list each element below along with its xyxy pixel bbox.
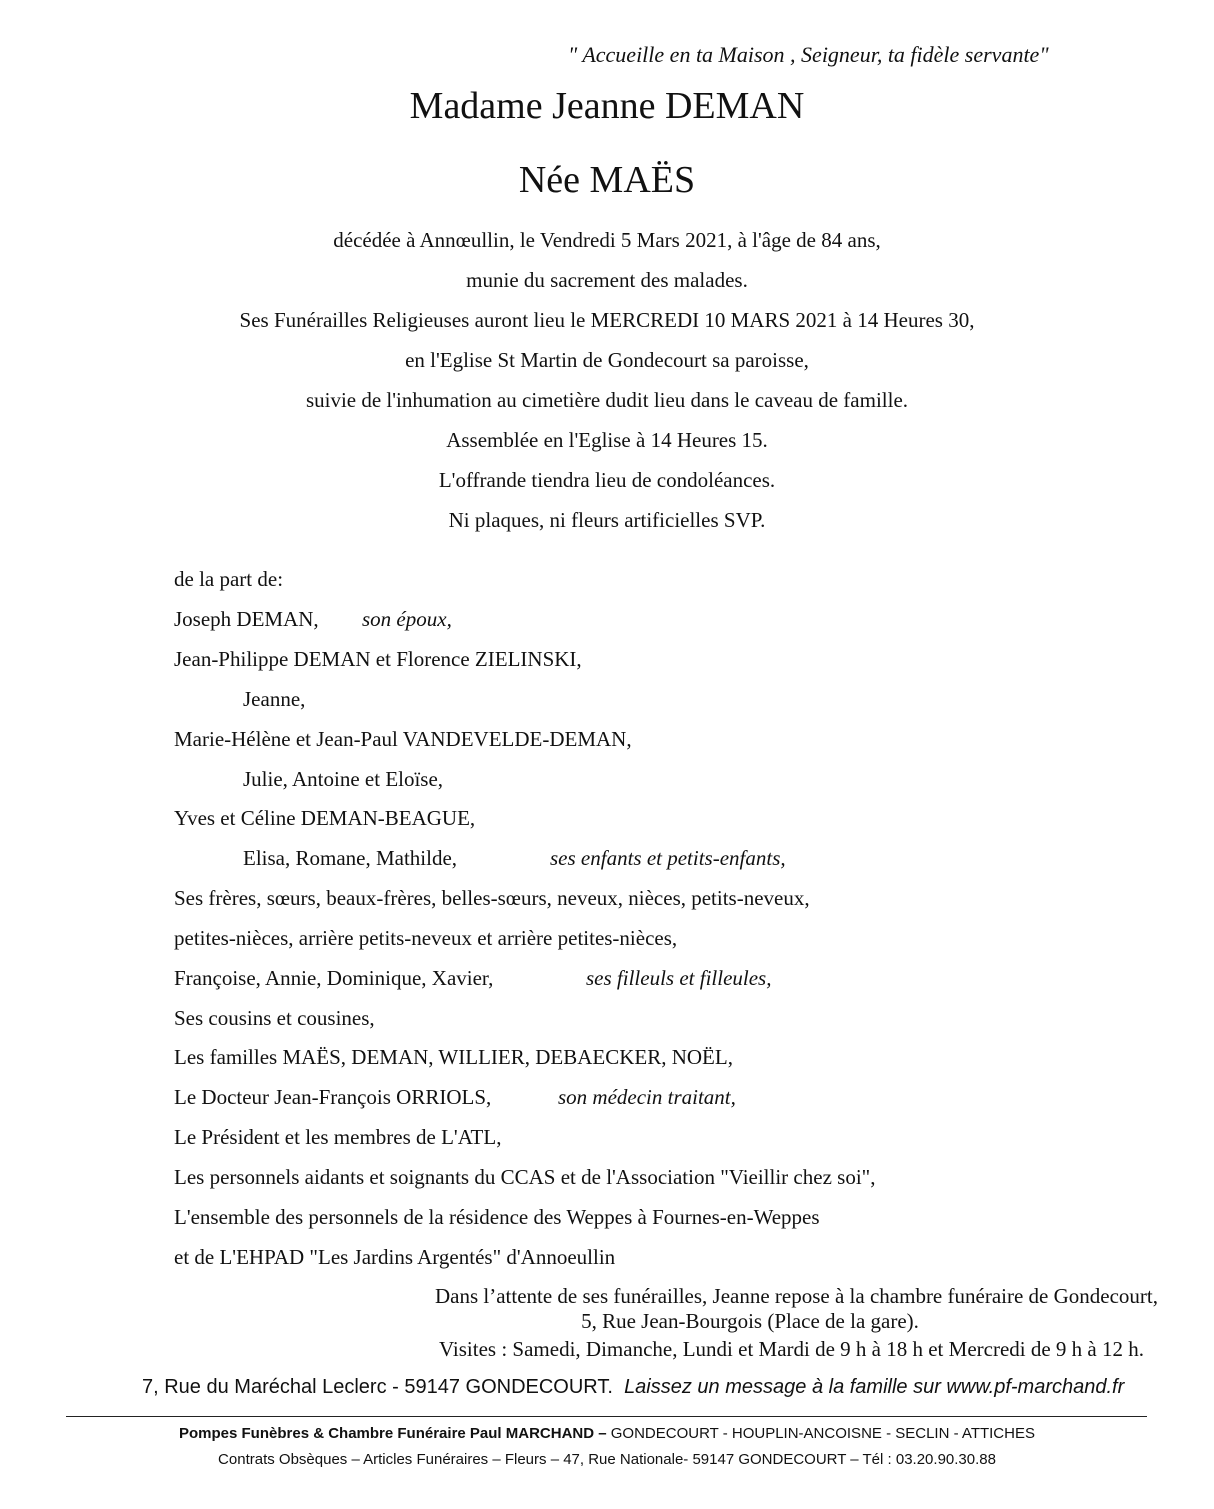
family-line: Jeanne, [243, 687, 306, 711]
deceased-name: Madame Jeanne DEMAN [409, 85, 805, 127]
detail-line: en l'Eglise St Martin de Gondecourt sa paroisse, [405, 348, 809, 372]
repose-address: 5, Rue Jean-Bourgois (Place de la gare). [581, 1309, 919, 1333]
detail-line: Ses Funérailles Religieuses auront lieu le MERCREDI 10 MARS 2021 à 14 Heures 30, [239, 308, 975, 332]
funeral-home-address: 7, Rue du Maréchal Leclerc - 59147 GONDECOURT. [142, 1376, 613, 1398]
family-line: Jean-Philippe DEMAN et Florence ZIELINSKI, [174, 647, 582, 671]
family-line: Yves et Céline DEMAN-BEAGUE, [174, 806, 476, 830]
detail-line: suivie de l'inhumation au cimetière dudit lieu dans le caveau de famille. [305, 388, 909, 412]
family-line: petites-nièces, arrière petits-neveux et arrière petites-nièces, [174, 926, 678, 950]
relation-note: son médecin traitant, [558, 1085, 736, 1109]
family-line: Elisa, Romane, Mathilde, [243, 846, 458, 870]
family-line: Le Docteur Jean-François ORRIOLS, [174, 1085, 492, 1109]
family-line: Joseph DEMAN, [174, 607, 319, 631]
relation-note: son époux, [362, 607, 452, 631]
family-line: Ses frères, sœurs, beaux-frères, belles-sœurs, neveux, nièces, petits-neveux, [174, 886, 810, 910]
family-line: de la part de: [174, 567, 284, 591]
repose-line: Dans l’attente de ses funérailles, Jeanne repose à la chambre funéraire de Gondecourt, [434, 1284, 1158, 1308]
family-line: Les personnels aidants et soignants du CCAS et de l'Association "Vieillir chez soi", [174, 1165, 876, 1189]
repose-line: Visites : Samedi, Dimanche, Lundi et Mardi de 9 h à 18 h et Mercredi de 9 h à 12 h. [439, 1337, 1144, 1361]
family-line: Le Président et les membres de L'ATL, [174, 1125, 502, 1149]
epigraph-quote: " Accueille en ta Maison , Seigneur, ta fidèle servante" [568, 42, 1049, 67]
relation-note: ses enfants et petits-enfants, [550, 846, 786, 870]
footer-company-line [0, 1425, 1214, 1442]
relation-note: ses filleuls et filleules, [586, 966, 772, 990]
family-line: Marie-Hélène et Jean-Paul VANDEVELDE-DEMAN, [174, 727, 632, 751]
family-line: Les familles MAËS, DEMAN, WILLIER, DEBAECKER, NOËL, [174, 1045, 733, 1069]
detail-line: L'offrande tiendra lieu de condoléances. [438, 468, 776, 492]
company-name: Pompes Funèbres & Chambre Funéraire Paul MARCHAND – [179, 1425, 607, 1442]
company-towns: GONDECOURT - HOUPLIN-ANCOISNE - SECLIN - ATTICHES [606, 1425, 1035, 1442]
family-line: Françoise, Annie, Dominique, Xavier, [174, 966, 494, 990]
detail-line: décédée à Annœullin, le Vendredi 5 Mars 2021, à l'âge de 84 ans, [333, 228, 881, 252]
guestbook-message: Laissez un message à la famille sur www.pf-marchand.fr [624, 1376, 1125, 1398]
repose-line [352, 1309, 1158, 1334]
family-line: Julie, Antoine et Eloïse, [243, 767, 444, 791]
family-line: L'ensemble des personnels de la résidence des Weppes à Fournes-en-Weppes [174, 1205, 820, 1229]
maiden-name: Née MAËS [518, 159, 696, 201]
footer-services-line: Contrats Obsèques – Articles Funéraires – Fleurs – 47, Rue Nationale- 59147 GONDECOURT – Tél : 03.20.90.30.88 [218, 1451, 996, 1468]
family-line: et de L'EHPAD "Les Jardins Argentés" d'Annoeullin [174, 1245, 616, 1269]
detail-line: munie du sacrement des malades. [466, 268, 748, 292]
footer-divider [66, 1416, 1147, 1417]
contact-line [142, 1376, 1124, 1399]
family-line: Ses cousins et cousines, [174, 1006, 375, 1030]
detail-line: Ni plaques, ni fleurs artificielles SVP. [448, 508, 766, 532]
detail-line: Assemblée en l'Eglise à 14 Heures 15. [446, 428, 768, 452]
